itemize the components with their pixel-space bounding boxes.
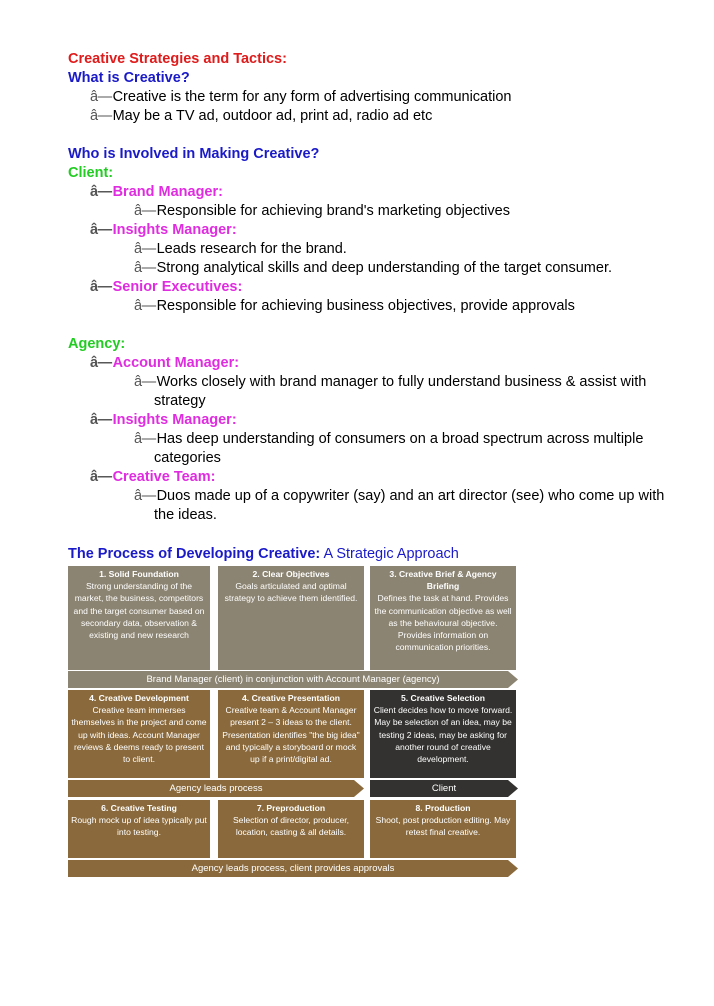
step-creative-testing: 6. Creative Testing Rough mock up of idea typically put into testing. xyxy=(68,800,210,858)
bullet-icon: â— xyxy=(134,241,156,257)
bullet-icon: â— xyxy=(134,374,156,390)
role-title: â—Account Manager: xyxy=(90,355,240,371)
arrow-client: Client xyxy=(370,780,518,797)
list-item: â—Works closely with brand manager to fully understand business & assist with strategy xyxy=(134,374,647,409)
question-what-is-creative: What is Creative? xyxy=(68,70,190,86)
bullet-icon: â— xyxy=(134,488,156,504)
list-item: â—Duos made up of a copywriter (say) and an art director (see) who come up with the ideas. xyxy=(134,488,665,523)
bullet-icon: â— xyxy=(90,279,112,295)
step-clear-objectives: 2. Clear Objectives Goals articulated and optimal strategy to achieve them identified. xyxy=(218,566,364,670)
role-title: â—Insights Manager: xyxy=(90,222,237,238)
step-creative-development: 4. Creative Development Creative team immerses themselves in the project and come up with ideas. Account Manager reviews & deems ready to present to client. xyxy=(68,690,210,778)
list-item: â—Strong analytical skills and deep understanding of the target consumer. xyxy=(134,260,612,276)
bullet-icon: â— xyxy=(90,412,112,428)
step-solid-foundation: 1. Solid Foundation Strong understanding of the market, the business, competitors and the target consumer based on secondary data, observation & existing and new research xyxy=(68,566,210,670)
list-item: â—Responsible for achieving brand's marketing objectives xyxy=(134,203,510,219)
section-title: Creative Strategies and Tactics: xyxy=(68,51,287,67)
role-title: â—Creative Team: xyxy=(90,469,216,485)
question-who-is-involved: Who is Involved in Making Creative? xyxy=(68,146,320,162)
bullet-icon: â— xyxy=(90,469,112,485)
step-production: 8. Production Shoot, post production editing. May retest final creative. xyxy=(370,800,516,858)
role-title: â—Insights Manager: xyxy=(90,412,237,428)
list-item: â—Responsible for achieving business objectives, provide approvals xyxy=(134,298,575,314)
bullet-icon: â— xyxy=(134,298,156,314)
client-heading: Client: xyxy=(68,165,114,181)
bullet-icon: â— xyxy=(90,184,112,200)
arrow-agency-leads: Agency leads process xyxy=(68,780,364,797)
bullet-icon: â— xyxy=(134,260,156,276)
arrow-brand-manager: Brand Manager (client) in conjunction with Account Manager (agency) xyxy=(68,671,518,688)
step-creative-selection: 5. Creative Selection Client decides how to move forward. May be selection of an idea, may be testing 2 ideas, may be asking for another round of creative development. xyxy=(370,690,516,778)
process-title: The Process of Developing Creative: A Strategic Approach xyxy=(68,546,459,562)
bullet-icon: â— xyxy=(90,108,112,124)
bullet-icon: â— xyxy=(90,89,112,105)
bullet-icon: â— xyxy=(134,203,156,219)
bullet-icon: â— xyxy=(134,431,156,447)
process-diagram xyxy=(68,566,518,884)
list-item: â—Leads research for the brand. xyxy=(134,241,347,257)
step-preproduction: 7. Preproduction Selection of director, producer, location, casting & all details. xyxy=(218,800,364,858)
step-creative-presentation: 4. Creative Presentation Creative team & Account Manager present 2 – 3 ideas to the client. Presentation identifies "the big idea" and typically a storyboard or mock up if a print/digital ad. xyxy=(218,690,364,778)
step-creative-brief: 3. Creative Brief & Agency Briefing Defines the task at hand. Provides the communication objective as well as the behavioural objective. Provides information on communication priorities. xyxy=(370,566,516,670)
list-item: â—Creative is the term for any form of advertising communication xyxy=(90,89,512,105)
list-item: â—Has deep understanding of consumers on a broad spectrum across multiple categories xyxy=(134,431,644,466)
role-title: â—Senior Executives: xyxy=(90,279,243,295)
bullet-icon: â— xyxy=(90,222,112,238)
bullet-icon: â— xyxy=(90,355,112,371)
list-item: â—May be a TV ad, outdoor ad, print ad, radio ad etc xyxy=(90,108,433,124)
role-title: â—Brand Manager: xyxy=(90,184,223,200)
agency-heading: Agency: xyxy=(68,336,126,352)
arrow-agency-client-approvals: Agency leads process, client provides approvals xyxy=(68,860,518,877)
